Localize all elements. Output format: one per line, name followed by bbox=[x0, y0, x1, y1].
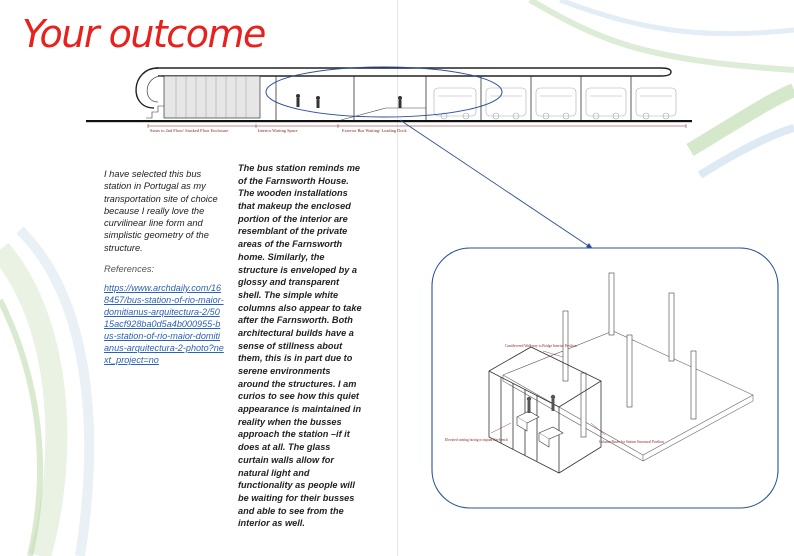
intro-paragraph: I have selected this bus station in Portugal as my transportation site of choice because I really love the curvilinear line form and simplistic geometry of the structure. bbox=[104, 169, 218, 253]
section-label-interior: Interior Waiting Space bbox=[258, 128, 298, 133]
section-label-stairs: Stairs to 2nd Floor/ Stacked Floor Enclosure bbox=[150, 128, 229, 133]
section-label-exterior: Exterior Bus Waiting/ Loading Dock bbox=[342, 128, 407, 133]
axo-note-walkway: Cantilevered Walkway to Bridge Interior Pavilion bbox=[505, 344, 577, 348]
axo-note-seating: Elevated seating facing occupant flat-bench bbox=[445, 438, 508, 442]
references-heading: References: bbox=[104, 264, 155, 274]
axonometric-drawing bbox=[431, 247, 779, 509]
axo-note-columns: Column Bases for Station Structural Pavilion bbox=[599, 440, 664, 444]
body-paragraph: The bus station reminds me of the Farnsworth House. The wooden installations that makeup the enclosed portion of the interior are resemblant of the private areas of the Farnsworth home. Similarly, the structure is enveloped by a glossy and transparent shell. The simple white columns also appear to take after the Farnsworth. Both architectural builds have a sense of stillness about them, this is in part due to serene environments around the structures. I am curios to see how this quiet appearance is maintained in reality when the busses approach the station –if it does at all. The glass curtain walls allow for natural light and functionality as people will be waiting for their busses and able to see from the interior as well. bbox=[238, 163, 362, 529]
reference-link[interactable]: https://www.archdaily.com/168457/bus-station-of-rio-maior-domitianus-arquitectura-2/5015acf928ba0d5a4b000955-bus-station-of-rio-maior-domitianus-arquitectura-2-photo?next_project=no bbox=[104, 283, 224, 365]
page-title: Your outcome bbox=[22, 12, 265, 56]
